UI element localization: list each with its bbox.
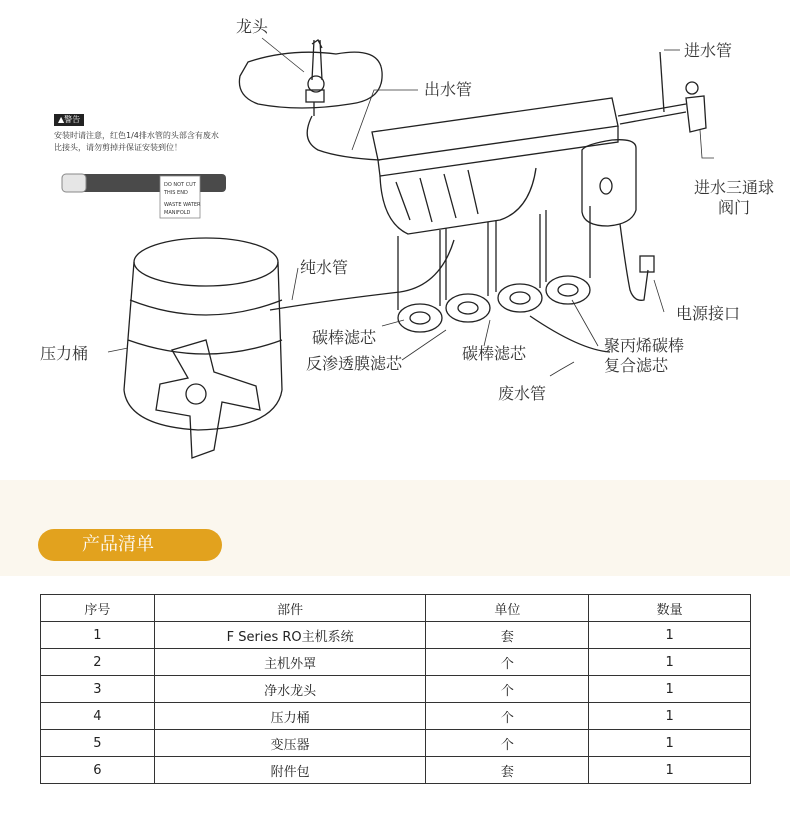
warning-note xyxy=(54,114,219,154)
table-row xyxy=(41,757,751,784)
label-faucet: 龙头 xyxy=(236,17,269,36)
table-row xyxy=(41,676,751,703)
cell-index: 5 xyxy=(41,730,155,757)
table-header-row xyxy=(41,595,751,622)
cell-quantity: 1 xyxy=(589,757,751,784)
label-inlet-pipe: 进水管 xyxy=(684,41,733,60)
cell-index: 3 xyxy=(41,676,155,703)
cell-unit: 个 xyxy=(426,649,589,676)
cell-quantity: 1 xyxy=(589,703,751,730)
section-title-pill xyxy=(38,529,222,561)
cell-unit: 个 xyxy=(426,676,589,703)
label-waste-pipe: 废水管 xyxy=(498,384,547,403)
cell-part: 压力桶 xyxy=(154,703,426,730)
table-row xyxy=(41,649,751,676)
cell-index: 2 xyxy=(41,649,155,676)
header-quantity: 数量 xyxy=(589,595,751,622)
cell-part: 附件包 xyxy=(154,757,426,784)
label-carbon-filter-1: 碳棒滤芯 xyxy=(312,328,377,347)
warning-title: ▲警告 xyxy=(54,114,84,126)
cell-part: 变压器 xyxy=(154,730,426,757)
warning-tag-line: MANIFOLD xyxy=(164,210,191,216)
table-row xyxy=(41,730,751,757)
cell-quantity: 1 xyxy=(589,649,751,676)
cell-index: 1 xyxy=(41,622,155,649)
cell-unit: 套 xyxy=(426,757,589,784)
label-pure-water-pipe: 纯水管 xyxy=(300,258,349,277)
cell-unit: 个 xyxy=(426,730,589,757)
cell-index: 4 xyxy=(41,703,155,730)
cell-quantity: 1 xyxy=(589,622,751,649)
cell-quantity: 1 xyxy=(589,676,751,703)
label-pp-carbon-filter: 聚丙烯碳棒 复合滤芯 xyxy=(604,336,685,375)
cell-part: 净水龙头 xyxy=(154,676,426,703)
label-pressure-tank: 压力桶 xyxy=(40,344,89,363)
cell-index: 6 xyxy=(41,757,155,784)
label-power-port: 电源接口 xyxy=(676,304,741,323)
product-list-table xyxy=(40,594,751,784)
warning-tag-line: WASTE WATER xyxy=(164,202,201,208)
cell-quantity: 1 xyxy=(589,730,751,757)
label-outlet-pipe: 出水管 xyxy=(424,80,473,99)
cell-part: 主机外罩 xyxy=(154,649,426,676)
warning-text: 安装时请注意，红色1/4排水管的头部含有废水 比接头，请勿剪掉并保证安装到位！ xyxy=(54,131,219,152)
cell-part: F Series RO主机系统 xyxy=(154,622,426,649)
header-part: 部件 xyxy=(154,595,426,622)
cell-unit: 个 xyxy=(426,703,589,730)
cell-unit: 套 xyxy=(426,622,589,649)
warning-tag-line: THIS END xyxy=(164,190,188,196)
table-row xyxy=(41,703,751,730)
label-ro-filter: 反渗透膜滤芯 xyxy=(306,354,403,373)
section-band xyxy=(0,480,790,576)
header-unit: 单位 xyxy=(426,595,589,622)
header-index: 序号 xyxy=(41,595,155,622)
warning-tag-line: DO NOT CUT xyxy=(164,182,196,188)
label-inlet-ball-valve: 进水三通球 阀门 xyxy=(694,178,775,217)
section-title: 产品清单 xyxy=(82,534,154,555)
label-carbon-filter-2: 碳棒滤芯 xyxy=(462,344,527,363)
table-row xyxy=(41,622,751,649)
